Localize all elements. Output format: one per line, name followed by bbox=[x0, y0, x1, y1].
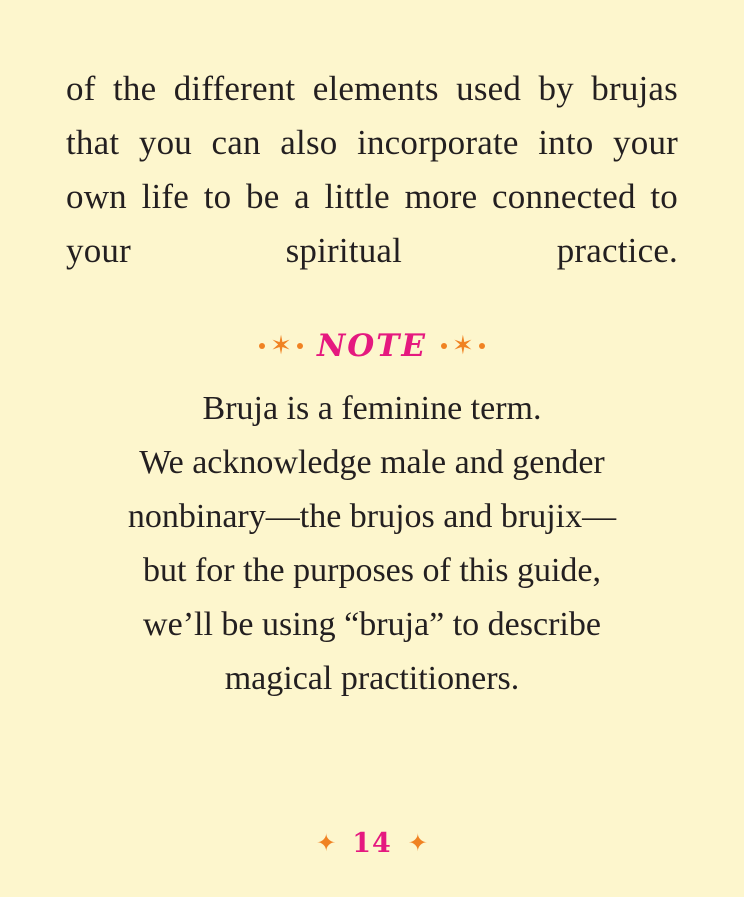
star-icon: ✶ bbox=[270, 331, 292, 360]
page-footer bbox=[0, 828, 744, 859]
sparkle-icon: ✦ bbox=[316, 830, 337, 857]
dot-icon bbox=[479, 343, 485, 349]
ornament-right bbox=[441, 333, 485, 359]
note-line: we’ll be using “bruja” to describe bbox=[143, 606, 601, 643]
page-number: 14 bbox=[352, 828, 392, 859]
star-icon: ✶ bbox=[452, 331, 474, 360]
note-line: but for the purposes of this guide, bbox=[143, 552, 601, 589]
note-line: nonbinary—the brujos and brujix— bbox=[127, 498, 617, 535]
ornament-left bbox=[259, 333, 303, 359]
dot-icon bbox=[441, 343, 447, 349]
note-line: We acknowledge male and gender bbox=[139, 444, 605, 481]
dot-icon bbox=[259, 343, 265, 349]
note-line: magical practitioners. bbox=[224, 660, 520, 697]
note-line: Bruja is a feminine term. bbox=[202, 390, 542, 427]
body-paragraph: of the different elements used by brujas that you can also incorporate into your own life to be a little more connected to your spiritual practice. bbox=[66, 69, 678, 270]
note-label: NOTE bbox=[316, 328, 428, 364]
note-text bbox=[66, 382, 678, 706]
note-heading bbox=[66, 328, 678, 364]
note-callout bbox=[66, 328, 678, 706]
dot-icon bbox=[297, 343, 303, 349]
sparkle-icon: ✦ bbox=[407, 830, 428, 857]
